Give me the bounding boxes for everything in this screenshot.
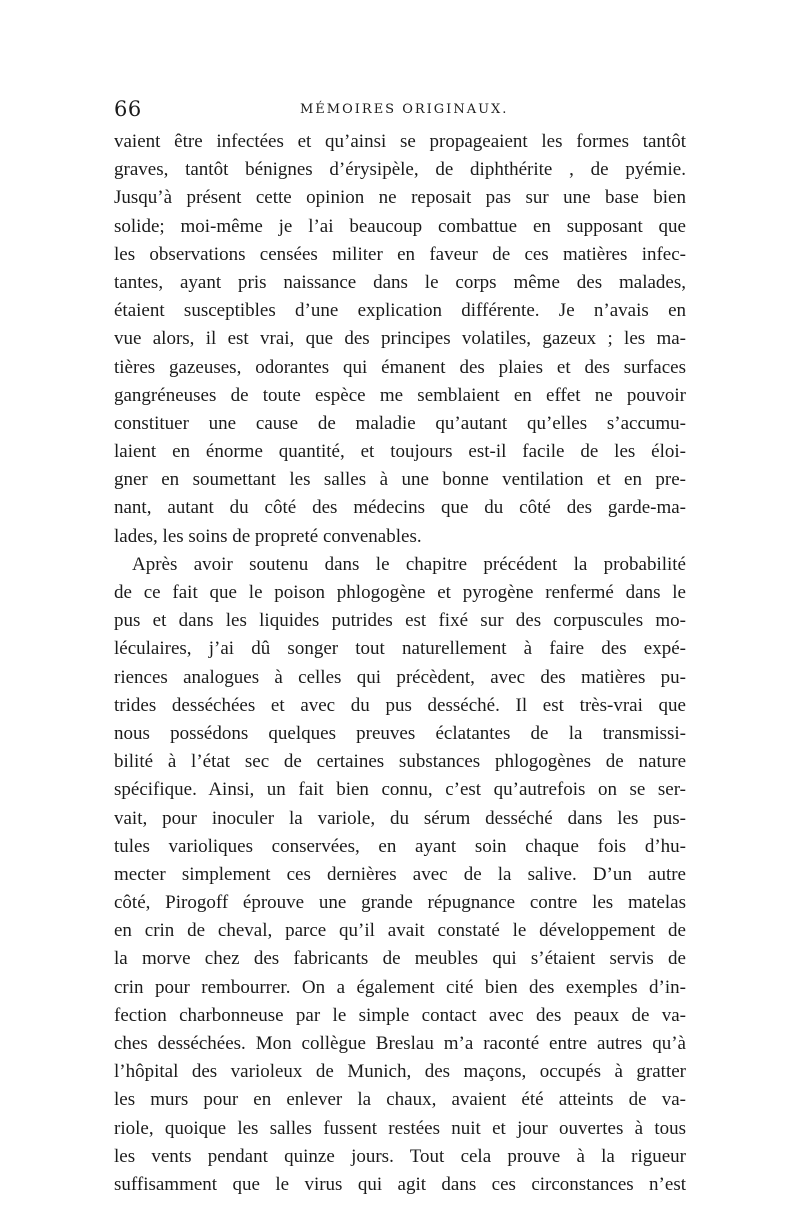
text-line: les vents pendant quinze jours. Tout cela prouve à la rigueur <box>114 1145 686 1167</box>
text-line: gner en soumettant les salles à une bonne ventilation et en pre- <box>114 469 686 491</box>
text-line: l’hôpital des varioleux de Munich, des maçons, occupés à gratter <box>114 1061 686 1083</box>
text-line: étaient susceptibles d’une explication différente. Je n’avais en <box>114 300 686 322</box>
text-line: graves, tantôt bénignes d’érysipèle, de diphthérite , de pyémie. <box>114 159 686 181</box>
text-line: Jusqu’à présent cette opinion ne reposait pas sur une base bien <box>114 187 686 209</box>
text-line: trides desséchées et avec du pus desséché. Il est très-vrai que <box>114 694 686 716</box>
text-line: la morve chez des fabricants de meubles qui s’étaient servis de <box>114 948 686 970</box>
text-line: vue alors, il est vrai, que des principes volatiles, gazeux ; les ma- <box>114 328 686 350</box>
page-number: 66 <box>114 97 142 121</box>
text-line: Après avoir soutenu dans le chapitre précédent la probabilité <box>132 553 686 575</box>
text-line: suffisamment que le virus qui agit dans ces circonstances n’est <box>114 1173 686 1195</box>
text-line: léculaires, j’ai dû songer tout naturellement à faire des expé- <box>114 638 686 660</box>
page-header <box>114 97 686 127</box>
text-line: laient en énorme quantité, et toujours est-il facile de les éloi- <box>114 441 686 463</box>
text-line: crin pour rembourrer. On a également cité bien des exemples d’in- <box>114 976 686 998</box>
text-line: côté, Pirogoff éprouve une grande répugnance contre les matelas <box>114 892 686 914</box>
text-line: constituer une cause de maladie qu’autant qu’elles s’accumu- <box>114 412 686 434</box>
text-line: tantes, ayant pris naissance dans le corps même des malades, <box>114 271 686 293</box>
text-line: vait, pour inoculer la variole, du sérum desséché dans les pus- <box>114 807 686 829</box>
text-line: solide; moi-même je l’ai beaucoup combattue en supposant que <box>114 215 686 237</box>
text-line: nant, autant du côté des médecins que du côté des garde-ma- <box>114 497 686 519</box>
paragraph <box>114 551 686 1199</box>
text-line: les observations censées militer en faveur de ces matières infec- <box>114 243 686 265</box>
text-line: ches desséchées. Mon collègue Breslau m’a raconté entre autres qu’à <box>114 1033 686 1054</box>
running-head: MÉMOIRES ORIGINAUX. <box>300 102 509 117</box>
body-text <box>114 128 686 1199</box>
text-line: en crin de cheval, parce qu’il avait constaté le développement de <box>114 920 686 942</box>
text-line: fection charbonneuse par le simple contact avec des peaux de va- <box>114 1004 686 1026</box>
text-line: nous possédons quelques preuves éclatantes de la transmissi- <box>114 722 686 744</box>
text-line: pus et dans les liquides putrides est fixé sur des corpuscules mo- <box>114 610 686 632</box>
text-line: de ce fait que le poison phlogogène et pyrogène renfermé dans le <box>114 582 686 603</box>
text-line: les murs pour en enlever la chaux, avaient été atteints de va- <box>114 1089 686 1111</box>
text-line: tières gazeuses, odorantes qui émanent des plaies et des surfaces <box>114 356 686 378</box>
text-line: riences analogues à celles qui précèdent, avec des matières pu- <box>114 666 686 688</box>
text-line: mecter simplement ces dernières avec de la salive. D’un autre <box>114 863 686 885</box>
text-line: riole, quoique les salles fussent restées nuit et jour ouvertes à tous <box>114 1117 686 1139</box>
text-line: tules varioliques conservées, en ayant soin chaque fois d’hu- <box>114 835 686 857</box>
text-line: lades, les soins de propreté convenables. <box>114 525 422 547</box>
paragraph <box>114 128 686 551</box>
text-line: spécifique. Ainsi, un fait bien connu, c’est qu’autrefois on se ser- <box>114 779 686 801</box>
text-line: gangréneuses de toute espèce me semblaient en effet ne pouvoir <box>114 384 686 406</box>
text-line: vaient être infectées et qu’ainsi se propageaient les formes tantôt <box>114 131 686 152</box>
text-line: bilité à l’état sec de certaines substances phlogogènes de nature <box>114 751 686 773</box>
